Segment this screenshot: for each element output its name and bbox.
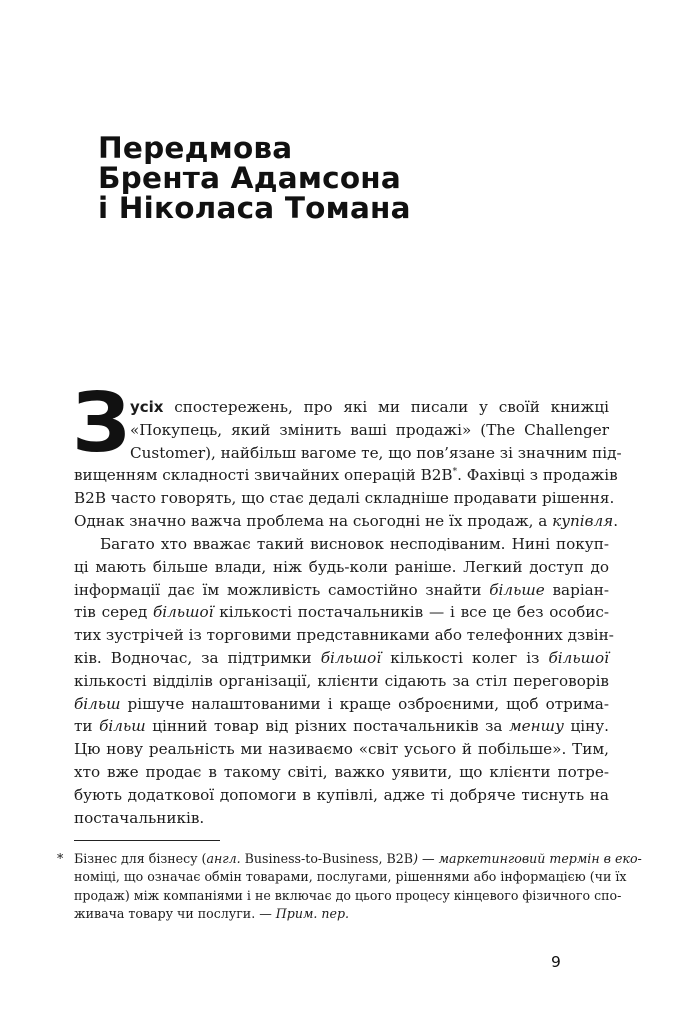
italic-word: більше	[489, 580, 545, 599]
text-line	[74, 396, 609, 419]
text-line: хто вже продає в такому світі, важко уявити, що клієнти потре-	[74, 762, 609, 781]
chapter-title	[98, 133, 411, 223]
paragraph-1	[74, 396, 622, 533]
text-line	[74, 464, 618, 487]
text-span: вищенням складності звичайних операцій B2B	[74, 466, 453, 485]
text-span: .	[613, 511, 619, 530]
text-span: ціну.	[563, 717, 610, 736]
paragraph-2	[74, 533, 614, 829]
text-line: тих зустрічей із торговими представниками або телефонних дзвін-	[74, 626, 614, 645]
italic-word: більш	[74, 694, 121, 713]
text-line	[74, 601, 609, 624]
footnote-line: продаж) між компаніями і не включає до цього процесу кінцевого фізичного спо-	[74, 887, 622, 903]
title-line-2: Брента Адамсона	[98, 161, 401, 195]
text-span: ків. Водночас, за підтримки	[74, 648, 321, 667]
text-line	[74, 510, 619, 533]
lead-word: усіх	[130, 398, 164, 416]
text-line: B2B часто говорять, що стає дедалі складніше продавати рішення.	[74, 489, 615, 508]
text-line: постачальників.	[74, 808, 205, 827]
text-line	[74, 579, 609, 602]
text-line: Customer), найбільш вагоме те, що пов’язане зі значним під-	[130, 443, 622, 462]
text-span: кількості постачальників — і все це без особис-	[213, 603, 609, 622]
text-line: бують додаткової допомоги в купівлі, адже ті добряче тиснуть на	[74, 785, 609, 804]
text-span: спостережень, про які ми писали у своїй книжці	[163, 398, 609, 416]
italic-word: ) — маркетинговий термін в еко-	[413, 851, 642, 866]
page-number: 9	[551, 953, 561, 971]
text-span: . Фахівці з продажів	[457, 466, 618, 485]
text-line	[74, 715, 609, 738]
title-line-3: і Ніколаса Томана	[98, 191, 411, 225]
text-span: живача товару чи послуги. —	[74, 905, 276, 921]
italic-word: більшої	[548, 648, 609, 667]
italic-word: купівля	[552, 511, 614, 530]
footnote-ref: *	[452, 467, 458, 478]
text-span: варіан-	[544, 580, 609, 599]
text-line	[74, 647, 609, 670]
italic-word: більш	[99, 717, 146, 736]
text-span: тів серед	[74, 603, 153, 622]
text-span: рішуче налаштованими і краще озброєними, щоб отрима-	[120, 694, 609, 713]
text-line: кількості відділів організації, клієнти сідають за стіл переговорів	[74, 671, 609, 690]
footnote-mark: *	[57, 851, 64, 866]
text-span: Business-to-Business, B2B	[240, 851, 414, 866]
footnote	[74, 850, 642, 923]
text-span: інформації дає їм можливість самостійно знайти	[74, 580, 490, 599]
text-line	[74, 693, 609, 716]
text-span: Бізнес для бізнесу (	[74, 851, 207, 866]
italic-word: Прим. пер.	[275, 905, 350, 921]
italic-word: більшої	[153, 603, 214, 622]
text-line: ці мають більше влади, ніж будь-коли раніше. Легкий доступ до	[74, 557, 609, 576]
footnote-divider	[74, 840, 220, 841]
text-line: Цю нову реальність ми називаємо «світ усього й побільше». Тим,	[74, 740, 609, 759]
text-span: Однак значно важча проблема на сьогодні не їх продаж, а	[74, 511, 553, 530]
drop-cap: З	[72, 376, 131, 471]
footnote-line: номіці, що означає обмін товарами, послугами, рішеннями або інформацією (чи їх	[74, 869, 627, 885]
text-span: цінний товар від різних постачальників за	[145, 717, 510, 736]
italic-word: меншу	[509, 717, 564, 736]
title-line-1: Передмова	[98, 131, 293, 165]
text-line: Багато хто вважає такий висновок несподіваним. Нині покуп-	[100, 535, 609, 553]
text-span: ти	[74, 717, 100, 736]
text-line: «Покупець, який змінить ваші продажі» (The Challenger	[130, 420, 609, 439]
text-span: кількості колег із	[381, 648, 549, 667]
italic-word: англ.	[206, 851, 241, 866]
italic-word: більшої	[320, 648, 382, 667]
footnote-line	[74, 905, 609, 923]
footnote-line	[74, 850, 642, 868]
